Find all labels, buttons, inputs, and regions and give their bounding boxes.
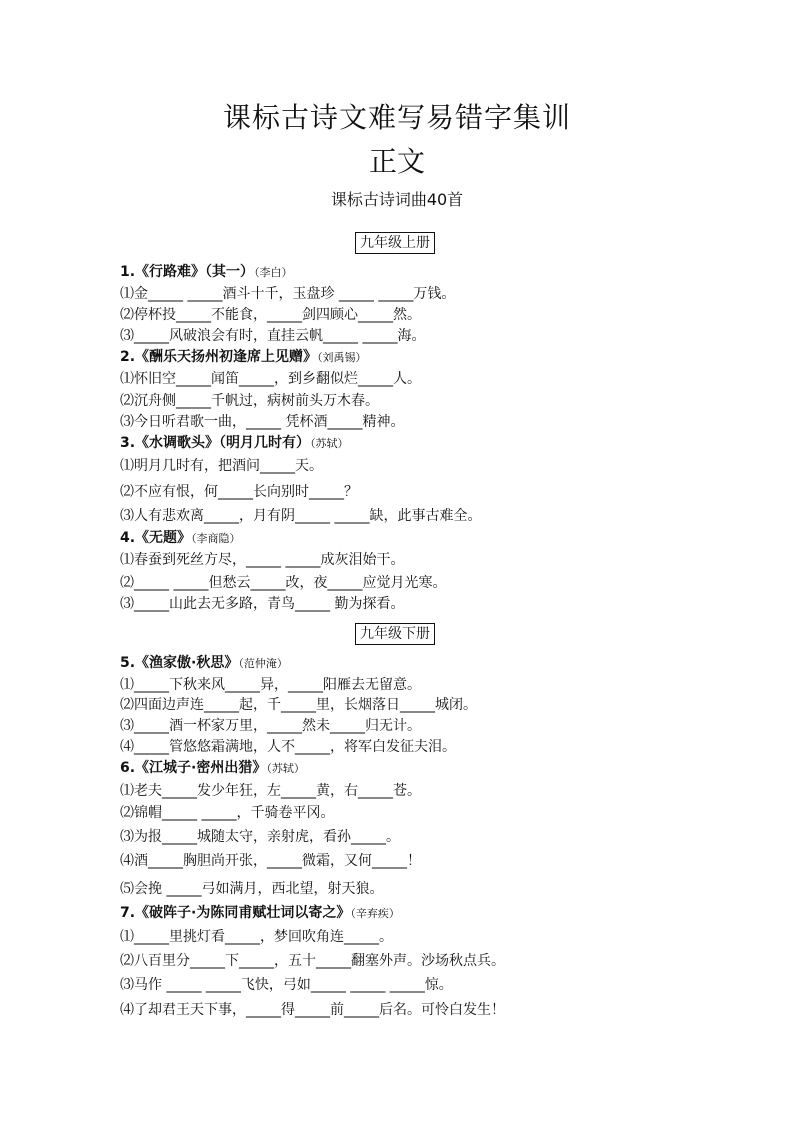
poem-line-text: ⑷_____管悠悠霜满地，人不_____，将军白发征夫泪。 [120, 739, 456, 755]
poem-title: 2.《酬乐天扬州初逢席上见赠》 [120, 349, 318, 365]
poem-line [120, 326, 720, 346]
poem-line [120, 550, 720, 570]
poem-line [120, 737, 720, 757]
grade-label-upper: 九年级上册 [355, 232, 435, 254]
poem-title: 7.《破阵子·为陈同甫赋壮词以寄之》 [120, 905, 351, 921]
poem-line-text: ⑵不应有恨，何_____长向别时_____？ [120, 484, 358, 500]
poem-heading [120, 262, 720, 283]
poem-line-text: ⑴金_____ _____酒斗十千，玉盘珍 _____ _____万钱。 [120, 286, 456, 302]
poem-heading [120, 347, 720, 368]
poem-line [120, 482, 720, 502]
poem-line-text: ⑵四面边声连_____起，千_____里，长烟落日_____城闭。 [120, 697, 477, 713]
poem-line-text: ⑵_____ _____但愁云_____改，夜_____应觉月光寒。 [120, 575, 447, 591]
poem-title: 4.《无题》 [120, 530, 192, 546]
poem-line [120, 927, 720, 947]
poem-line [120, 391, 720, 411]
poem-line-text: ⑷酒_____胸胆尚开张，_____微霜，又何_____！ [120, 853, 421, 869]
section-title: 课标古诗词曲40首 [330, 190, 464, 209]
poem-line-text: ⑴春蚕到死丝方尽，_____ _____成灰泪始干。 [120, 552, 405, 568]
poem-line [120, 803, 720, 823]
poem-line [120, 675, 720, 695]
poem-line [120, 506, 720, 526]
poem-line [120, 369, 720, 389]
poem-line-text: ⑶马作 _____ _____飞快，弓如_____ _____ _____惊。 [120, 977, 453, 993]
document-subtitle: 正文 [368, 145, 425, 178]
poem-line [120, 851, 720, 871]
poem-line [120, 781, 720, 801]
poem-title: 1.《行路难》（其一） [120, 264, 255, 280]
poem-line [120, 284, 720, 304]
poem-author: （刘禹锡） [317, 351, 367, 364]
poem-line [120, 879, 720, 899]
poem-line-text: ⑸会挽 _____弓如满月，西北望，射天狼。 [120, 881, 384, 897]
poem-line [120, 305, 720, 325]
poem-heading [120, 433, 720, 454]
poem-line-text: ⑵沉舟侧_____千帆过，病树前头万木春。 [120, 393, 379, 409]
poem-line-text: ⑶人有悲欢离_____，月有阴_____ _____缺，此事古难全。 [120, 508, 482, 524]
poem-line-text: ⑷了却君王天下事，_____得_____前_____后名。可怜白发生！ [120, 1002, 505, 1018]
poem-line-text: ⑴怀旧空_____闻笛_____，到乡翻似烂_____人。 [120, 371, 421, 387]
poem-heading [120, 758, 720, 779]
poem-line-text: ⑶_____山此去无多路，青鸟_____ 勤为探看。 [120, 596, 405, 612]
poem-line-text: ⑴_____里挑灯看_____，梦回吹角连_____。 [120, 929, 393, 945]
poem-line-text: ⑵八百里分_____下_____，五十_____翻塞外声。沙场秋点兵。 [120, 953, 505, 969]
poem-title: 6.《江城子·密州出猎》 [120, 760, 267, 776]
poem-author: （范仲淹） [238, 657, 288, 670]
poem-line-text: ⑴_____下秋来风_____异，_____阳雁去无留意。 [120, 677, 421, 693]
poem-line-text: ⑶为报_____城随太守，亲射虎，看孙_____。 [120, 829, 400, 845]
poem-heading [120, 528, 720, 549]
poem-heading [120, 653, 720, 674]
poem-author: （苏轼） [266, 762, 305, 775]
poem-line [120, 412, 720, 432]
poem-line [120, 827, 720, 847]
poem-line-text: ⑶_____风破浪会有时，直挂云帆_____ _____海。 [120, 328, 426, 344]
poem-line-text: ⑴明月几时有，把酒问_____天。 [120, 458, 323, 474]
poem-heading [120, 903, 720, 924]
grade-label-lower: 九年级下册 [355, 623, 435, 645]
poem-line-text: ⑵锦帽_____ _____，千骑卷平冈。 [120, 805, 335, 821]
poem-line [120, 594, 720, 614]
poem-line [120, 1000, 720, 1020]
poem-author: （李白） [254, 266, 293, 279]
poem-line [120, 456, 720, 476]
poem-author: （辛弃疾） [350, 907, 400, 920]
poem-line [120, 573, 720, 593]
poem-line [120, 951, 720, 971]
poem-line-text: ⑶今日听君歌一曲，_____ 凭杯酒_____精神。 [120, 414, 405, 430]
poem-line-text: ⑵停杯投_____不能食，_____剑四顾心_____然。 [120, 307, 421, 323]
poem-line [120, 975, 720, 995]
poem-title: 5.《渔家傲·秋思》 [120, 655, 239, 671]
document-title: 课标古诗文难写易错字集训 [222, 101, 571, 134]
poem-title: 3.《水调歌头》（明月几时有） [120, 435, 311, 451]
poem-line-text: ⑶_____酒一杯家万里，_____然未_____归无计。 [120, 718, 421, 734]
poem-author: （苏轼） [310, 437, 349, 450]
poem-line-text: ⑴老夫_____发少年狂，左_____黄，右_____苍。 [120, 783, 421, 799]
poem-line [120, 716, 720, 736]
poem-line [120, 695, 720, 715]
poem-author: （李商隐） [191, 532, 241, 545]
